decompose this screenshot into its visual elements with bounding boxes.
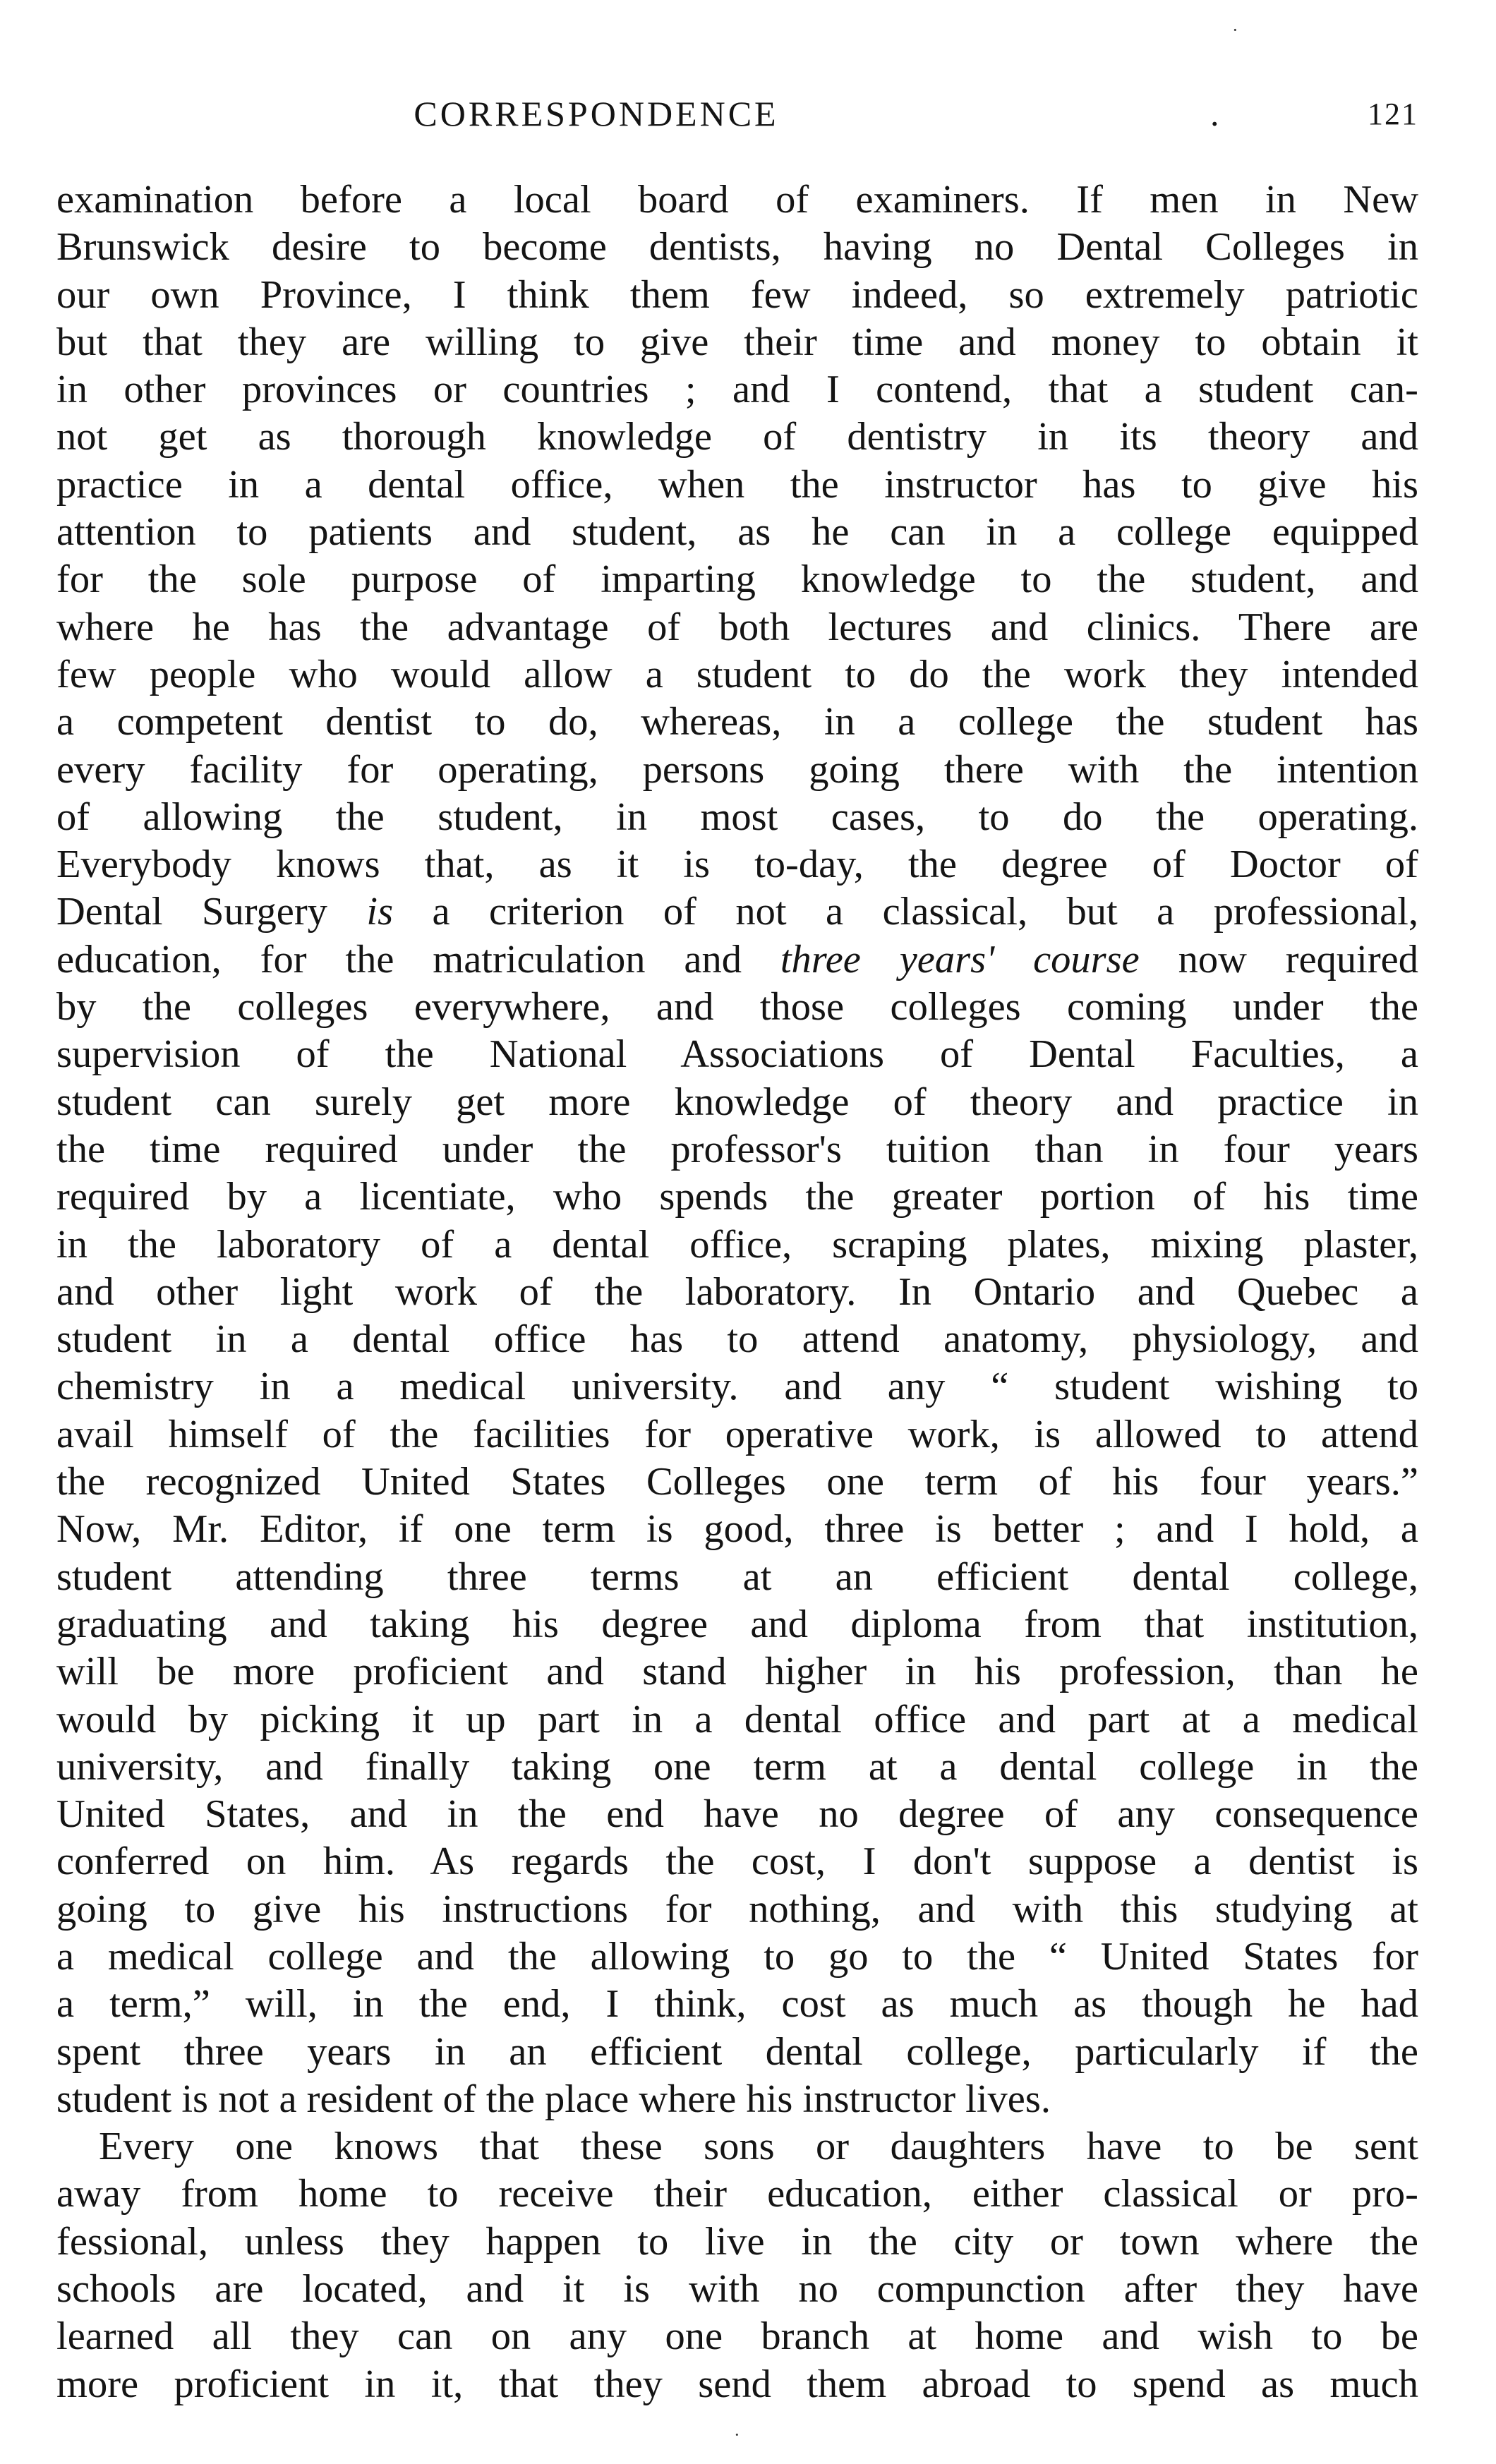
text-line: graduating and taking his degree and diploma from that institution, bbox=[56, 1602, 1418, 1646]
running-head-separator: . bbox=[1210, 94, 1219, 133]
text-line: Now, Mr. Editor, if one term is good, three is better ; and I hold, a bbox=[56, 1507, 1418, 1552]
text-fragment: Dental Surgery bbox=[56, 890, 367, 934]
scan-speck: · bbox=[1232, 20, 1238, 40]
text-line: but that they are willing to give their time and money to obtain it bbox=[56, 320, 1418, 364]
paragraph-last-line: student is not a resident of the place where his instructor lives. bbox=[56, 2077, 1051, 2121]
text-line: where he has the advantage of both lectures and clinics. There are bbox=[56, 605, 1418, 649]
text-line: conferred on him. As regards the cost, I don't suppose a dentist is bbox=[56, 1840, 1418, 1884]
text-line: student can surely get more knowledge of theory and practice in bbox=[56, 1080, 1418, 1124]
text-line: away from home to receive their education, either classical or pro- bbox=[56, 2172, 1418, 2216]
text-line: few people who would allow a student to do the work they intended bbox=[56, 652, 1418, 696]
text-line: schools are located, and it is with no compunction after they have bbox=[56, 2267, 1418, 2312]
text-line: of allowing the student, in most cases, to do the operating. bbox=[56, 795, 1418, 839]
text-line: a term,” will, in the end, I think, cost as much as though he had bbox=[56, 1982, 1418, 2027]
text-line: and other light work of the laboratory. In Ontario and Quebec a bbox=[56, 1269, 1418, 1314]
text-line: the time required under the professor's tuition than in four years bbox=[56, 1127, 1418, 1171]
text-line: student attending three terms at an efficient dental college, bbox=[56, 1554, 1418, 1599]
text-line: would by picking it up part in a dental office and part at a medical bbox=[56, 1697, 1418, 1741]
text-line: every facility for operating, persons going there with the intention bbox=[56, 747, 1418, 792]
italic-emphasis: three years' course bbox=[780, 937, 1140, 982]
text-line: Everybody knows that, as it is to-day, the degree of Doctor of bbox=[56, 843, 1418, 887]
text-line: in other provinces or countries ; and I contend, that a student can- bbox=[56, 368, 1418, 412]
text-line: spent three years in an efficient dental college, particularly if the bbox=[56, 2029, 1418, 2074]
text-line: going to give his instructions for nothing, and with this studying at bbox=[56, 1887, 1418, 1931]
text-line: not get as thorough knowledge of dentistry in its theory and bbox=[56, 415, 1418, 459]
text-line: required by a licentiate, who spends the greater portion of his time bbox=[56, 1175, 1418, 1219]
text-line: avail himself of the facilities for operative work, is allowed to attend bbox=[56, 1412, 1418, 1456]
text-line: will be more proficient and stand higher in his profession, than he bbox=[56, 1650, 1418, 1694]
text-line: examination before a local board of examiners. If men in New bbox=[56, 178, 1418, 222]
scan-speck: · bbox=[734, 2424, 740, 2445]
text-line: university, and finally taking one term at a dental college in the bbox=[56, 1744, 1418, 1789]
text-fragment: a criterion of not a classical, but a professional, bbox=[393, 890, 1418, 934]
body-text bbox=[56, 176, 1418, 2408]
running-head bbox=[56, 93, 1418, 143]
text-line-with-italic bbox=[56, 888, 1418, 936]
text-line: our own Province, I think them few indeed, so extremely patriotic bbox=[56, 272, 1418, 317]
italic-emphasis: is bbox=[366, 890, 394, 934]
text-line: supervision of the National Associations of Dental Faculties, a bbox=[56, 1032, 1418, 1077]
page-number: 121 bbox=[1368, 97, 1418, 131]
text-line: Brunswick desire to become dentists, having no Dental Colleges in bbox=[56, 225, 1418, 270]
text-line: by the colleges everywhere, and those colleges coming under the bbox=[56, 985, 1418, 1029]
text-line: a competent dentist to do, whereas, in a college the student has bbox=[56, 700, 1418, 744]
text-fragment: education, for the matriculation and bbox=[56, 937, 780, 982]
text-line: the recognized United States Colleges one term of his four years.” bbox=[56, 1460, 1418, 1504]
text-line: a medical college and the allowing to go to the “ United States for bbox=[56, 1934, 1418, 1979]
text-line: practice in a dental office, when the instructor has to give his bbox=[56, 462, 1418, 507]
paragraph-first-line: Every one knows that these sons or daughters have to be sent bbox=[99, 2125, 1418, 2169]
text-line: chemistry in a medical university. and any “ student wishing to bbox=[56, 1365, 1418, 1409]
text-line: United States, and in the end have no degree of any consequence bbox=[56, 1792, 1418, 1837]
text-line: attention to patients and student, as he can in a college equipped bbox=[56, 510, 1418, 555]
text-line: fessional, unless they happen to live in the city or town where the bbox=[56, 2219, 1418, 2264]
text-line: student in a dental office has to attend anatomy, physiology, and bbox=[56, 1317, 1418, 1362]
text-line: more proficient in it, that they send them abroad to spend as much bbox=[56, 2362, 1418, 2406]
text-fragment: now required bbox=[1139, 937, 1418, 982]
text-line: for the sole purpose of imparting knowledge to the student, and bbox=[56, 557, 1418, 602]
running-title: CORRESPONDENCE bbox=[414, 94, 779, 133]
text-line-with-italic bbox=[56, 936, 1418, 984]
text-line: in the laboratory of a dental office, scraping plates, mixing plaster, bbox=[56, 1222, 1418, 1267]
text-line: learned all they can on any one branch at home and wish to be bbox=[56, 2314, 1418, 2359]
